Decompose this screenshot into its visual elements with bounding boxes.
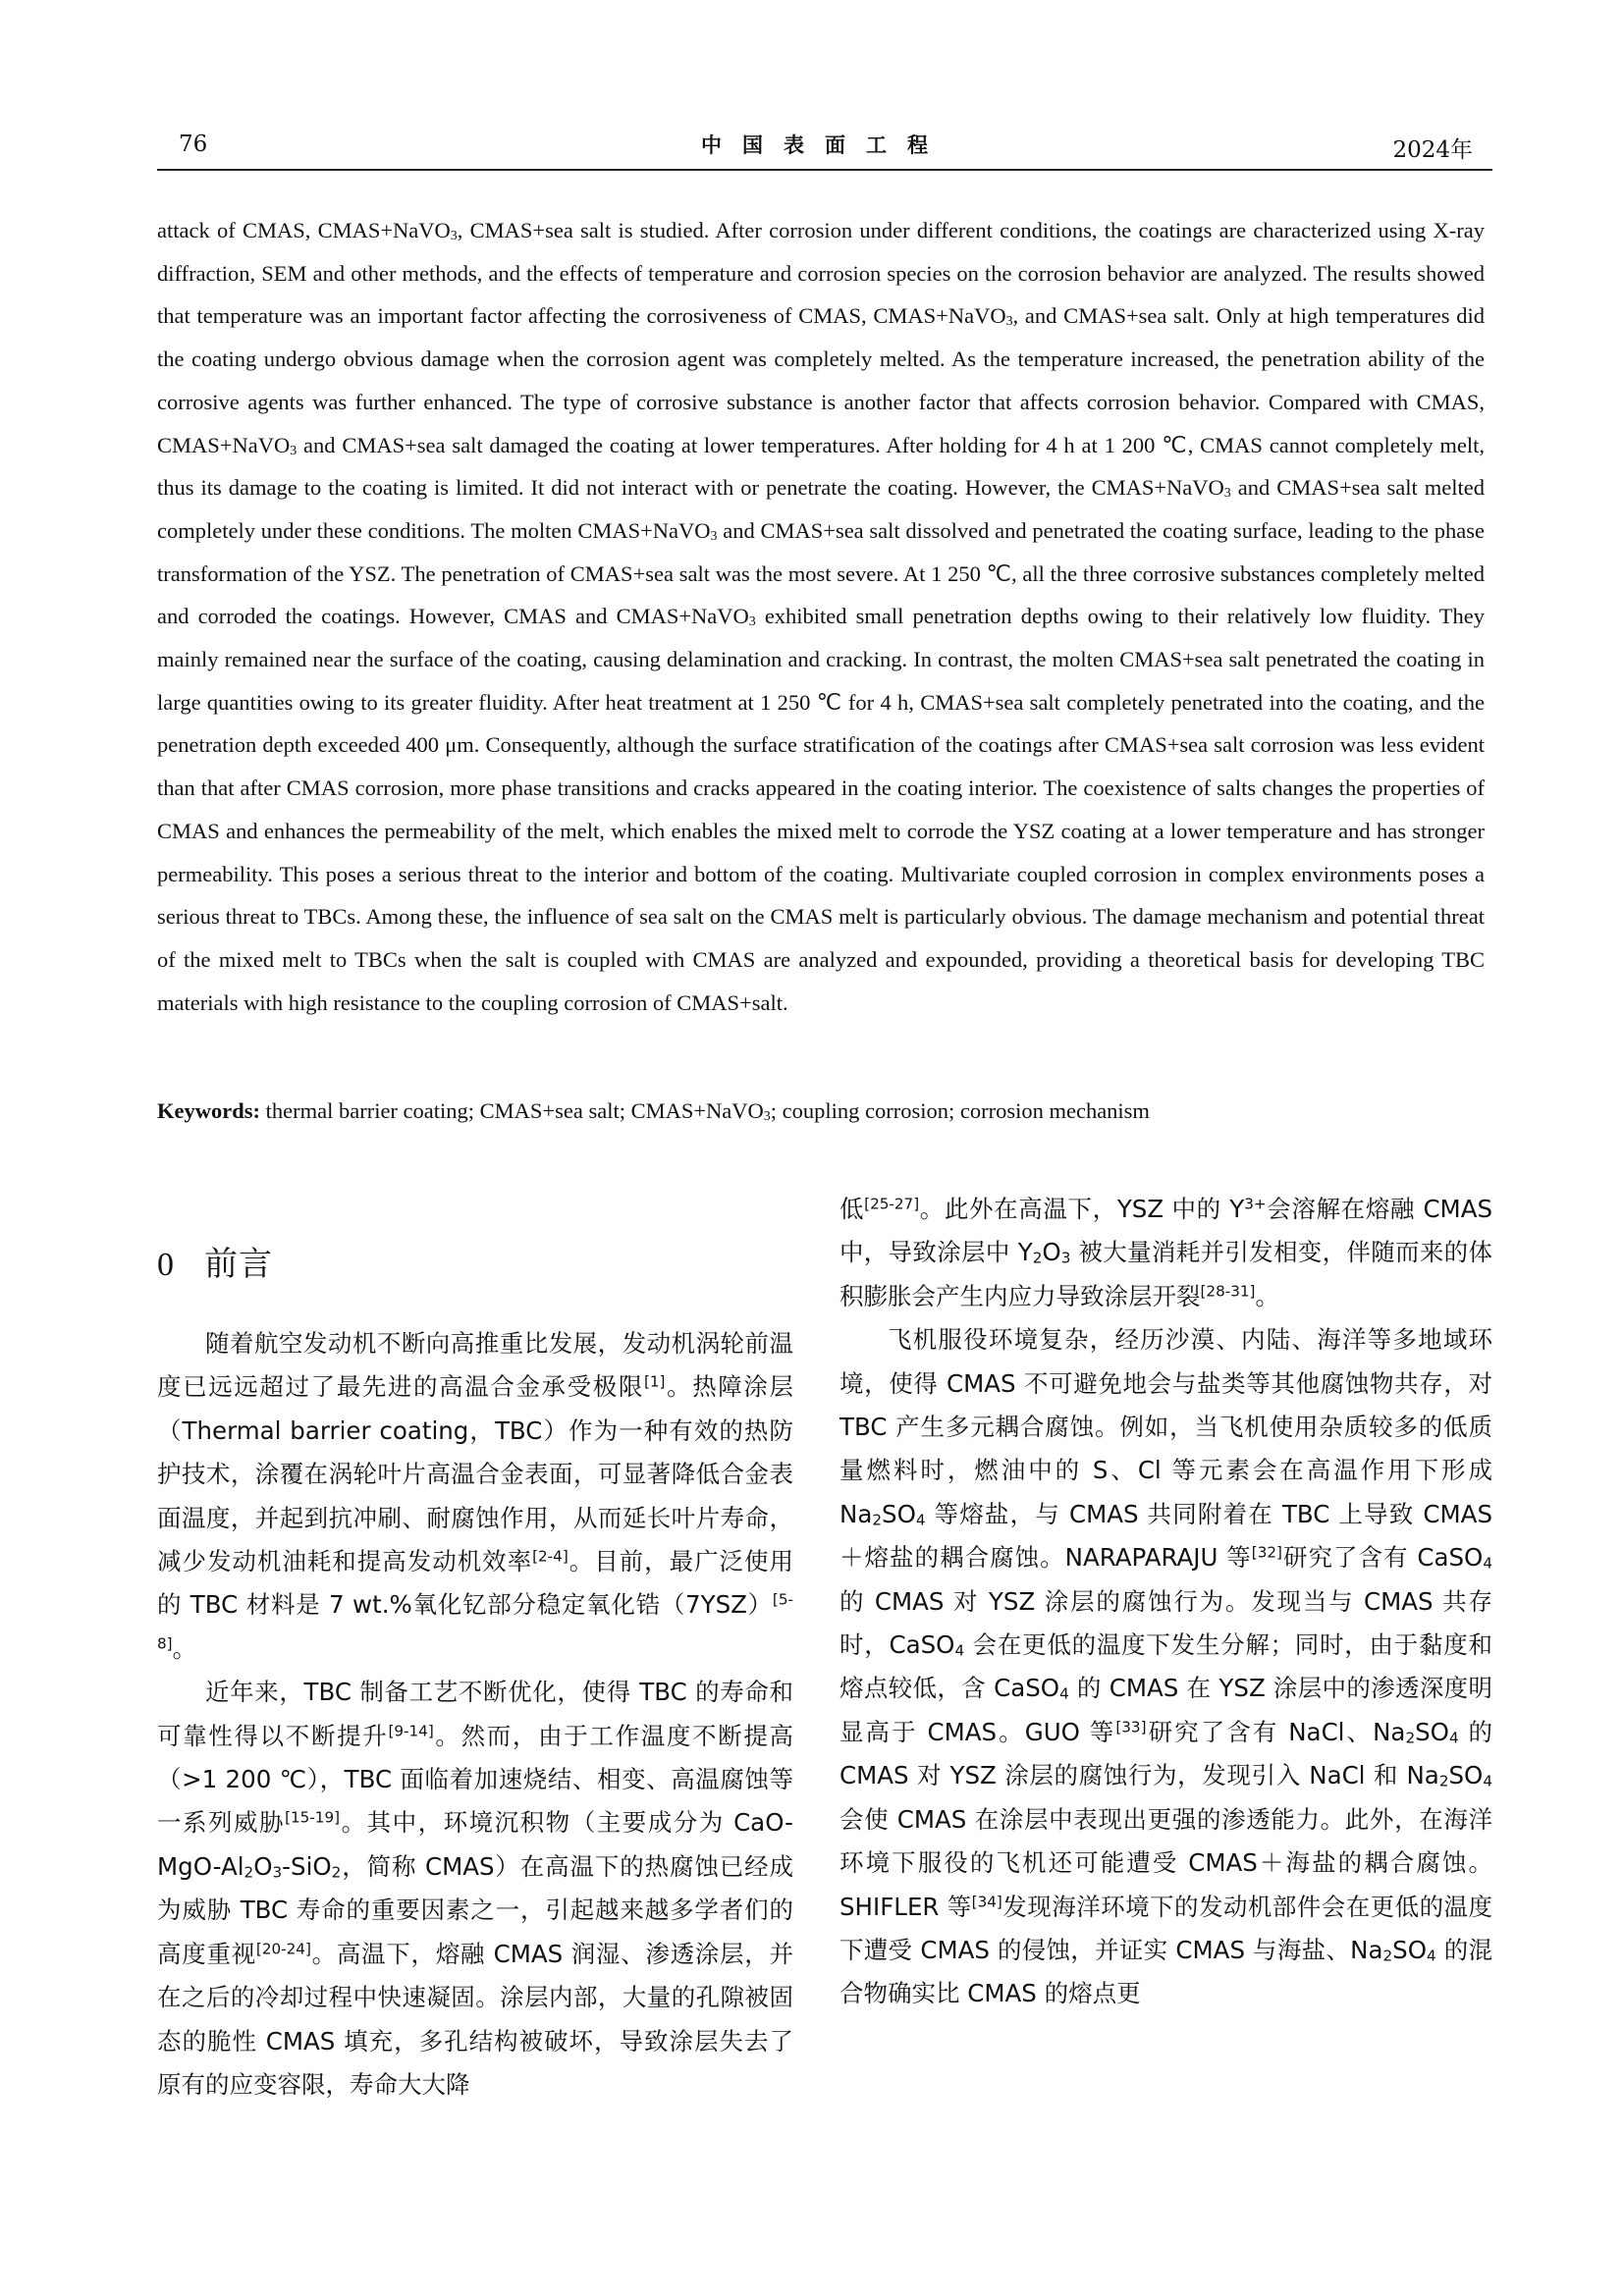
- journal-name: 中国表面工程: [701, 133, 948, 157]
- body-paragraph: 低[25-27]。此外在高温下，YSZ 中的 $Y^{3+}$会溶解在熔融 CMAS 中，导致涂层中 $Y_2O_3$ 被大量消耗并引发相变，伴随而来的体积膨胀会产生内应力导致涂层开裂[28-31]。: [839, 1195, 1493, 1310]
- citation[interactable]: [25-27]: [864, 1195, 920, 1213]
- citation[interactable]: [15-19]: [285, 1809, 341, 1828]
- english-abstract: [157, 209, 1485, 1024]
- keywords-line: Keywords: thermal barrier coating; CMAS+sea salt; CMAS+NaVO$_3$; coupling corrosion; corrosion mechanism: [157, 1098, 1150, 1125]
- citation[interactable]: [32]: [1251, 1543, 1282, 1562]
- citation[interactable]: [20-24]: [255, 1940, 311, 1958]
- publication-year: 2024年: [1392, 137, 1473, 163]
- body-paragraph: 随着航空发动机不断向高推重比发展，发动机涡轮前温度已远远超过了最先进的高温合金承受极限[1]。热障涂层（Thermal barrier coating，TBC）作为一种有效的热防护技术，涂覆在涡轮叶片高温合金表面，可显著降低合金表面温度，并起到抗冲刷、耐腐蚀作用，从而延长叶片寿命，减少发动机油耗和提高发动机效率[2-4]。目前，最广泛使用的 TBC 材料是 7 wt.%氧化钇部分稳定氧化锆（7YSZ）[5-8]。: [157, 1329, 794, 1663]
- section-number: 0: [157, 1247, 175, 1283]
- citation[interactable]: [34]: [971, 1893, 1002, 1911]
- citation[interactable]: [28-31]: [1200, 1282, 1256, 1301]
- keywords-label: Keywords:: [157, 1098, 260, 1123]
- right-column: [839, 1188, 1492, 2016]
- left-column: [157, 1247, 793, 2107]
- abstract-paragraph: attack of CMAS, CMAS+NaVO$_3$, CMAS+sea salt is studied. After corrosion under different conditions, the coatings are characterized using X-ray diffraction, SEM and other methods, and the effects of temperature and corrosion species on the corrosion behavior are analyzed. The results showed that temperature was an important factor affecting the corrosiveness of CMAS, CMAS+NaVO$_3$, and CMAS+sea salt. Only at high temperatures did the coating undergo obvious damage when the corrosion agent was completely melted. As the temperature increased, the penetration ability of the corrosive agents was further enhanced. The type of corrosive substance is another factor that affects corrosion behavior. Compared with CMAS, CMAS+NaVO$_3$ and CMAS+sea salt damaged the coating at lower temperatures. After holding for 4 h at 1 200 ℃, CMAS cannot completely melt, thus its damage to the coating is limited. It did not interact with or penetrate the coating. However, the CMAS+NaVO$_3$ and CMAS+sea salt melted completely under these conditions. The molten CMAS+NaVO$_3$ and CMAS+sea salt dissolved and penetrated the coating surface, leading to the phase transformation of the YSZ. The penetration of CMAS+sea salt was the most severe. At 1 250 ℃, all the three corrosive substances completely melted and corroded the coatings. However, CMAS and CMAS+NaVO$_3$ exhibited small penetration depths owing to their relatively low fluidity. They mainly remained near the surface of the coating, causing delamination and cracking. In contrast, the molten CMAS+sea salt penetrated the coating in large quantities owing to its greater fluidity. After heat treatment at 1 250 ℃ for 4 h, CMAS+sea salt completely penetrated into the coating, and the penetration depth exceeded 400 μm. Consequently, although the surface stratification of the coatings after CMAS+sea salt corrosion was less evident than that after CMAS corrosion, more phase transitions and cracks appeared in the coating interior. The coexistence of salts changes the properties of CMAS and enhances the permeability of the melt, which enables the mixed melt to corrode the YSZ coating at a lower temperature and has stronger permeability. This poses a serious threat to the interior and bottom of the coating. Multivariate coupled corrosion in complex environments poses a serious threat to TBCs. Among these, the influence of sea salt on the CMAS melt is particularly obvious. The damage mechanism and potential threat of the mixed melt to TBCs when the salt is coupled with CMAS are analyzed and expounded, providing a theoretical basis for developing TBC materials with high resistance to the coupling corrosion of CMAS+salt.: [157, 218, 1486, 1015]
- citation[interactable]: [9-14]: [388, 1722, 434, 1740]
- citation[interactable]: [1]: [643, 1373, 666, 1392]
- citation[interactable]: [33]: [1115, 1718, 1147, 1736]
- section-title: 前言: [204, 1245, 273, 1284]
- body-paragraph: 近年来，TBC 制备工艺不断优化，使得 TBC 的寿命和可靠性得以不断提升[9-14]。然而，由于工作温度不断提高（>1 200 ℃），TBC 面临着加速烧结、相变、高温腐蚀等一系列威胁[15-19]。其中，环境沉积物（主要成分为 CaO-$MgO-Al_2O_3-SiO_2$，简称 CMAS）在高温下的热腐蚀已经成为威胁 TBC 寿命的重要因素之一，引起越来越多学者们的高度重视[20-24]。高温下，熔融 CMAS 润湿、渗透涂层，并在之后的冷却过程中快速凝固。涂层内部，大量的孔隙被固态的脆性 CMAS 填充，多孔结构被破坏，导致涂层失去了原有的应变容限，寿命大大降: [157, 1678, 794, 2099]
- running-header: [157, 126, 1492, 171]
- body-paragraph: 飞机服役环境复杂，经历沙漠、内陆、海洋等多地域环境，使得 CMAS 不可避免地会与盐类等其他腐蚀物共存，对 TBC 产生多元耦合腐蚀。例如，当飞机使用杂质较多的低质量燃料时，燃油中的 S、Cl 等元素会在高温作用下形成 $Na_2SO_4$ 等熔盐，与 CMAS 共同附着在 TBC 上导致 CMAS＋熔盐的耦合腐蚀。NARAPARAJU 等[32]研究了含有 CaSO$_4$ 的 CMAS 对 YSZ 涂层的腐蚀行为。发现当与 CMAS 共存时，CaSO$_4$ 会在更低的温度下发生分解；同时，由于黏度和熔点较低，含 CaSO$_4$ 的 CMAS 在 YSZ 涂层中的渗透深度明显高于 CMAS。GUO 等[33]研究了含有 NaCl、$Na_2SO_4$ 的 CMAS 对 YSZ 涂层的腐蚀行为，发现引入 NaCl 和 $Na_2SO_4$ 会使 CMAS 在涂层中表现出更强的渗透能力。此外，在海洋环境下服役的飞机还可能遭受 CMAS＋海盐的耦合腐蚀。SHIFLER 等[34]发现海洋环境下的发动机部件会在更低的温度下遭受 CMAS 的侵蚀，并证实 CMAS 与海盐、$Na_2SO_4$ 的混合物确实比 CMAS 的熔点更: [839, 1325, 1493, 2008]
- citation[interactable]: [2-4]: [532, 1547, 568, 1566]
- citation[interactable]: [5-8]: [157, 1591, 793, 1653]
- section-heading: [157, 1245, 793, 1285]
- page-number: 76: [179, 132, 208, 157]
